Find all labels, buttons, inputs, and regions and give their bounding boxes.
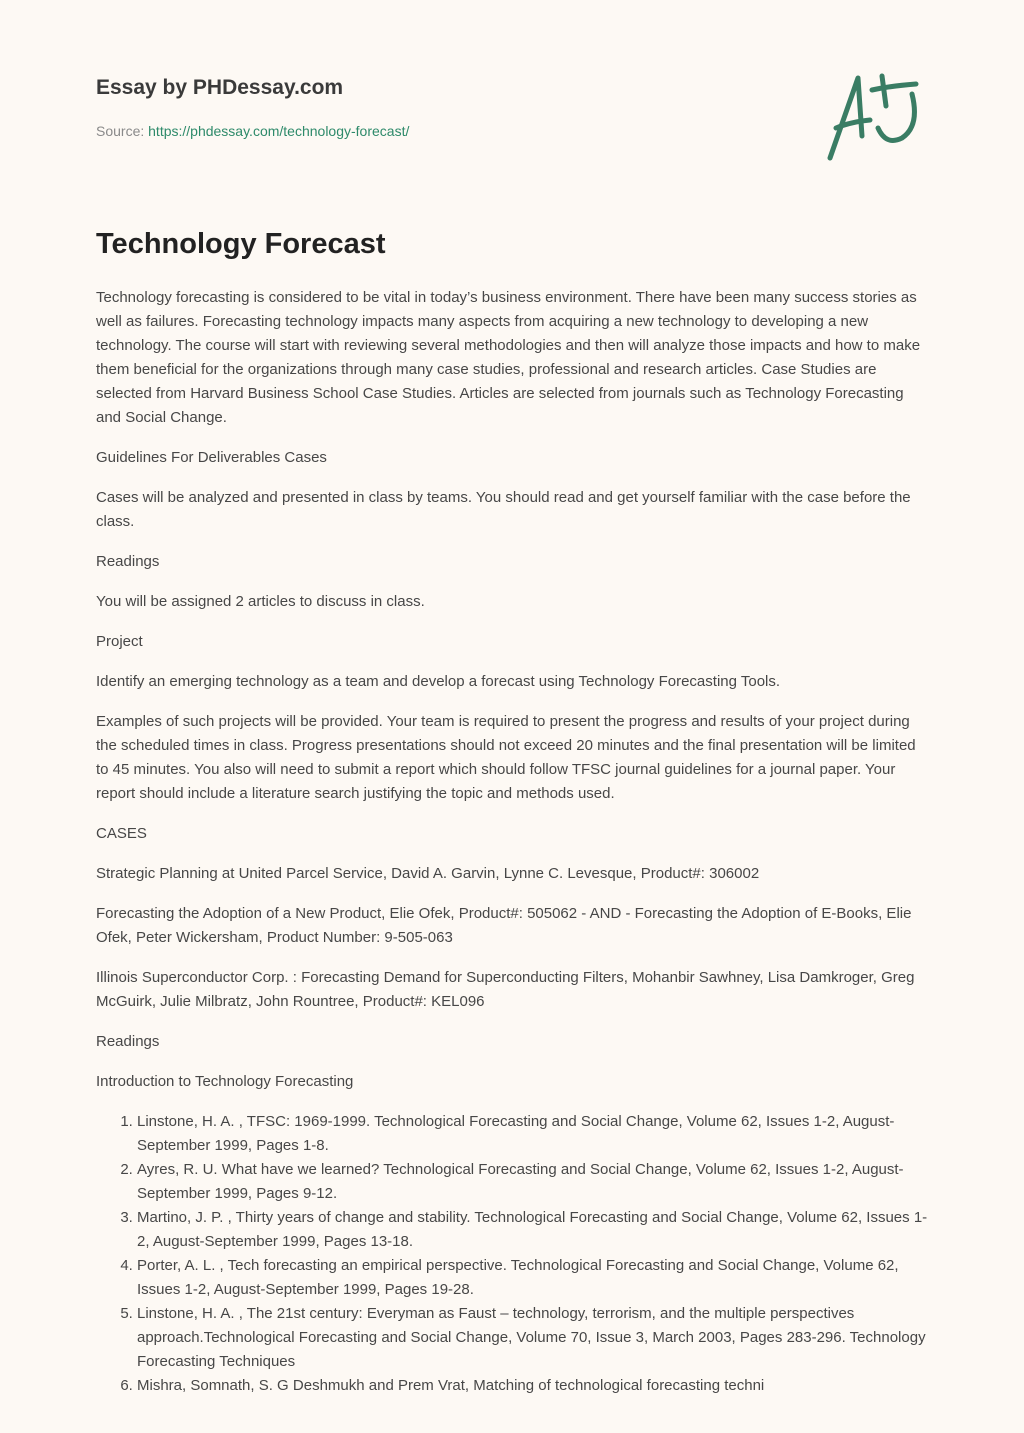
section-label: Readings	[96, 1033, 160, 1050]
article	[96, 224, 928, 1398]
section-label: Readings	[96, 553, 160, 570]
reference-item: 2. Ayres, R. U. What have we learned? Technological Forecasting and Social Change, Volume 62, Issues 1-2, August-September 1999, Pages 9-12.	[137, 1158, 928, 1206]
paragraph: You will be assigned 2 articles to discuss in class.	[96, 593, 425, 610]
source-link[interactable]: https://phdessay.com/technology-forecast/	[148, 123, 410, 139]
reference-item: 3. Martino, J. P. , Thirty years of change and stability. Technological Forecasting and Social Change, Volume 62, Issues 1-2, August-September 1999, Pages 13-18.	[137, 1206, 928, 1254]
case-item: Forecasting the Adoption of a New Product, Elie Ofek, Product#: 505062 - AND - Forecasting the Adoption of E-Books, Elie Ofek, Peter Wickersham, Product Number: 9-505-063	[96, 905, 912, 946]
reference-item: 4. Porter, A. L. , Tech forecasting an empirical perspective. Technological Forecasting and Social Change, Volume 62, Issues 1-2, August-September 1999, Pages 19-28.	[137, 1254, 928, 1302]
reference-item: 6. Mishra, Somnath, S. G Deshmukh and Prem Vrat, Matching of technological forecasting techni	[137, 1374, 928, 1398]
reference-item: 5. Linstone, H. A. , The 21st century: Everyman as Faust – technology, terrorism, and the multiple perspectives approach.Technological Forecasting and Social Change, Volume 70, Issue 3, March 2003, Pages 283-296. Technology Forecasting Techniques	[137, 1302, 928, 1374]
brand-title: Essay by PHDessay.com	[96, 76, 344, 99]
paragraph: Identify an emerging technology as a team and develop a forecast using Technology Forecasting Tools.	[96, 673, 781, 690]
section-label: CASES	[96, 825, 147, 842]
paragraph: Technology forecasting is considered to be vital in today’s business environment. There have been many success stories as well as failures. Forecasting technology impacts many aspects from acquiring a new technology to developing a new technology. The course will start with reviewing several methodologies and then will analyze those impacts and how to make them beneficial for the organizations through many case studies, professional and research articles. Case Studies are selected from Harvard Business School Case Studies. Articles are selected from journals such as Technology Forecasting and Social Change.	[96, 289, 921, 426]
section-label: Guidelines For Deliverables Cases	[96, 449, 327, 466]
paragraph: Cases will be analyzed and presented in class by teams. You should read and get yourself familiar with the case before the class.	[96, 489, 911, 530]
reference-list	[96, 1110, 928, 1398]
site-header	[96, 76, 343, 100]
reference-item: 1. Linstone, H. A. , TFSC: 1969-1999. Technological Forecasting and Social Change, Volume 62, Issues 1-2, August-September 1999, Pages 1-8.	[137, 1110, 928, 1158]
section-label: Introduction to Technology Forecasting	[96, 1073, 354, 1090]
a-plus-logo-icon	[820, 66, 930, 166]
page-title: Technology Forecast	[96, 228, 386, 260]
case-item: Strategic Planning at United Parcel Service, David A. Garvin, Lynne C. Levesque, Product#: 306002	[96, 865, 760, 882]
paragraph: Examples of such projects will be provided. Your team is required to present the progress and results of your project during the scheduled times in class. Progress presentations should not exceed 20 minutes and the final presentation will be limited to 45 minutes. You also will need to submit a report which should follow TFSC journal guidelines for a journal paper. Your report should include a literature search justifying the topic and methods used.	[96, 713, 916, 802]
source-line	[96, 123, 409, 139]
section-label: Project	[96, 633, 143, 650]
case-item: Illinois Superconductor Corp. : Forecasting Demand for Superconducting Filters, Mohanbir Sawhney, Lisa Damkroger, Greg McGuirk, Julie Milbratz, John Rountree, Product#: KEL096	[96, 969, 915, 1010]
source-label: Source:	[96, 123, 149, 139]
